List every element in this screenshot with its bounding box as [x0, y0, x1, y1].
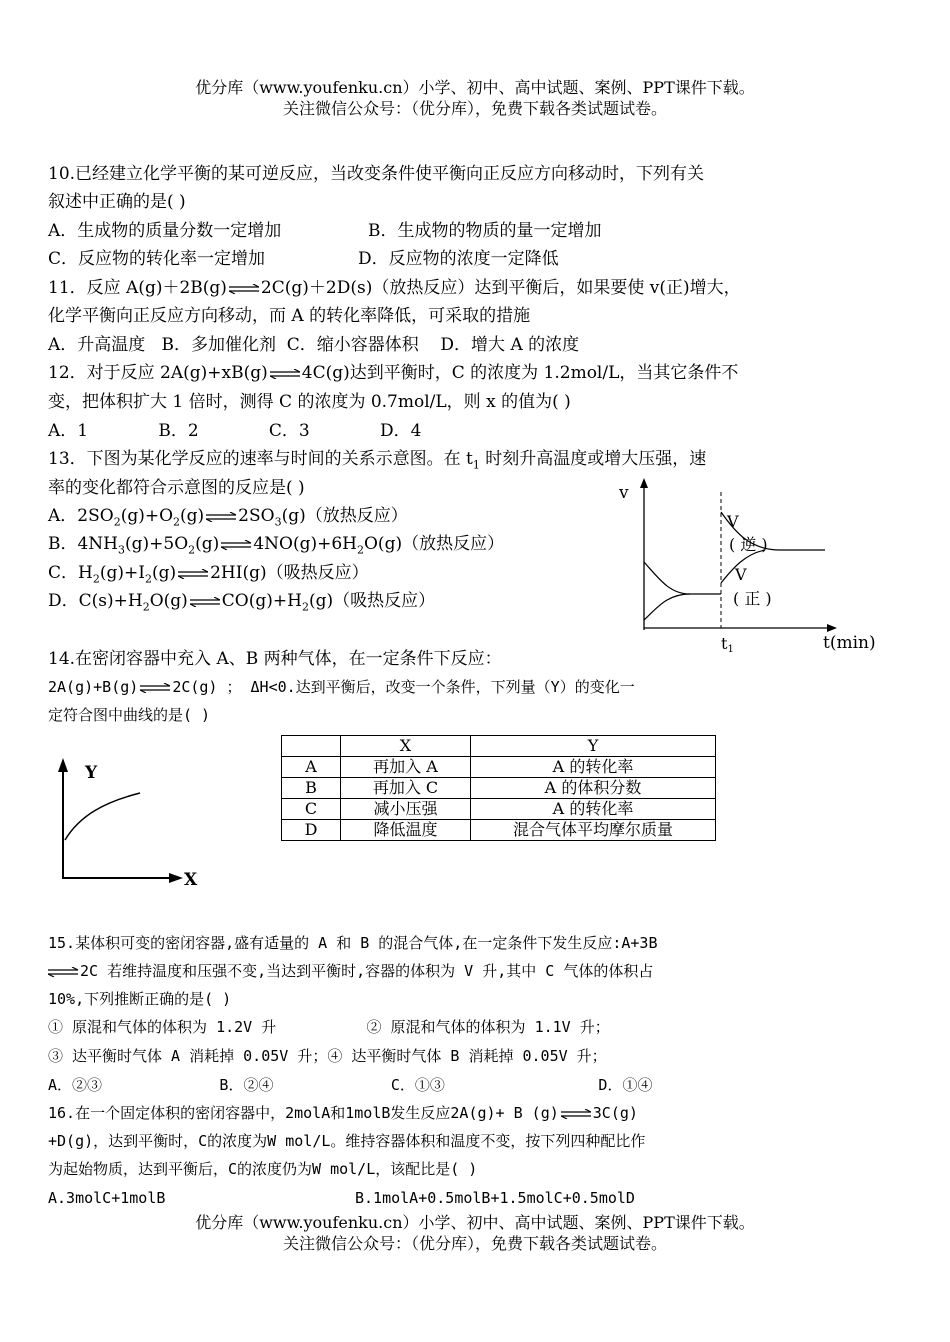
q16-stem-1a: 16.在一个固定体积的密闭容器中，2molA和1molB发生反应2A(g)+ B (g) [48, 1104, 559, 1122]
table-cell: A 的转化率 [471, 799, 716, 820]
q16-stem-1b: 3C(g) [592, 1104, 638, 1122]
q13-stem-1-text: 13．下图为某化学反应的速率与时间的关系示意图。在 t [48, 449, 473, 469]
forward-rate-curve-before [644, 594, 690, 620]
forward-label: ( 正 ) [733, 589, 772, 608]
q14-eq-left: 2A(g)+B(g) [48, 678, 139, 696]
q15-statements-3-4: ③ 达平衡时气体 A 消耗掉 0.05V 升；④ 达平衡时气体 B 消耗掉 0.05V 升； [48, 1047, 607, 1065]
q13-option-a: A．$2SO_2(g)+O_2(g)$ $2SO_3(g)$（放热反应） [48, 506, 408, 529]
q14-options-table [281, 735, 716, 841]
footer-line-2: 关注微信公众号：（优分库），免费下载各类试题试卷。 [282, 1234, 667, 1253]
q16-stem-2: +D(g)，达到平衡时，C的浓度为W mol/L。维持容器体积和温度不变，按下列四种配比作 [48, 1132, 646, 1150]
equilibrium-arrow-icon [140, 683, 170, 693]
q11-stem-2: 化学平衡向正反应方向移动，而 A 的转化率降低，可采取的措施 [48, 306, 531, 326]
table-row [282, 778, 716, 799]
y-x-curve [65, 793, 140, 840]
table-cell: 减小压强 [341, 799, 471, 820]
table-cell: 再加入 A [341, 757, 471, 778]
equilibrium-arrow-icon [561, 1109, 591, 1119]
y-axis-arrow-icon [58, 758, 68, 772]
q16-option-b: B.1molA+0.5molB+1.5molC+0.5molD [355, 1189, 635, 1207]
table-row [282, 757, 716, 778]
table-cell: D [282, 820, 341, 841]
q10-option-d: D．反应物的浓度一定降低 [358, 249, 559, 269]
table-header-row [282, 736, 716, 757]
equilibrium-arrow-icon [48, 967, 78, 977]
q12-stem-1 [48, 362, 738, 384]
table-header-cell [282, 736, 341, 757]
q10-stem-1: 10.已经建立化学平衡的某可逆反应，当改变条件使平衡向正反应方向移动时，下列有关 [48, 164, 705, 184]
q13-rate-time-graph [605, 470, 895, 660]
q11-stem-1a: 11．反应 A(g)＋2B(g) [48, 278, 227, 298]
equilibrium-arrow-icon [206, 512, 236, 522]
table-cell: B [282, 778, 341, 799]
y-axis-label: Y [85, 763, 98, 783]
table-row [282, 820, 716, 841]
y-axis-label: v [619, 483, 629, 503]
q15-stem-2 [48, 960, 653, 982]
q14-stem-3: 定符合图中曲线的是( ) [48, 706, 211, 724]
q12-options: A．1 B．2 C．3 D．4 [48, 421, 422, 441]
table-row [282, 799, 716, 820]
equilibrium-arrow-icon [178, 569, 208, 579]
q10-option-b: B．生成物的物质的量一定增加 [368, 221, 602, 241]
q13-option-c: C．$H_2(g)+I_2(g)$ 2HI(g)（吸热反应） [48, 563, 369, 586]
equilibrium-arrow-icon [270, 369, 300, 379]
q11-options: A．升高温度 B．多加催化剂 C．缩小容器体积 D．增大 A 的浓度 [48, 335, 580, 355]
table-cell: A [282, 757, 341, 778]
t1-label: t1 [721, 634, 734, 655]
reverse-label: ( 逆 ) [729, 535, 768, 554]
table-cell: 再加入 C [341, 778, 471, 799]
x-axis-arrow-icon [169, 873, 183, 883]
q16-stem-3: 为起始物质，达到平衡后，C的浓度仍为W mol/L，该配比是( ) [48, 1160, 478, 1178]
q10-stem-2: 叙述中正确的是( ) [48, 192, 186, 212]
q11-stem-1 [48, 277, 741, 299]
x-axis-label: X [184, 870, 198, 890]
q13-option-b: B．$4NH_3(g)+5O_2(g)$ $4NO(g)+6H_2O(g)$（放热反应） [48, 534, 505, 557]
q13-option-d: D．$C(s)+H_2O(g)$ $CO(g)+H_2(g)$（吸热反应） [48, 591, 436, 614]
q10-option-a: A．生成物的质量分数一定增加 [48, 221, 282, 241]
q15-statements-1-2: ① 原混和气体的体积为 1.2V 升 ② 原混和气体的体积为 1.1V 升； [48, 1018, 610, 1036]
q13-stem-2: 率的变化都符合示意图的反应是( ) [48, 478, 305, 498]
q16-stem-1 [48, 1102, 638, 1124]
q15-stem-3: 10%,下列推断正确的是( ) [48, 990, 232, 1008]
q14-stem-2 [48, 676, 635, 698]
table-header-cell: X [341, 736, 471, 757]
table-cell: A 的转化率 [471, 757, 716, 778]
q12-stem-1a: 12．对于反应 2A(g)+xB(g) [48, 363, 268, 383]
q14-yx-graph [45, 750, 215, 895]
table-header-cell: Y [471, 736, 716, 757]
q12-stem-1b: 4C(g)达到平衡时，C 的浓度为 1.2mol/L，当其它条件不 [301, 363, 739, 383]
equilibrium-arrow-icon [190, 597, 220, 607]
table-cell: A 的体积分数 [471, 778, 716, 799]
header-line-2: 关注微信公众号：（优分库），免费下载各类试题试卷。 [282, 99, 667, 118]
v-reverse-label: V [727, 512, 739, 531]
q11-stem-1b: 2C(g)＋2D(s)（放热反应）达到平衡后，如果要使 v(正)增大， [260, 278, 741, 298]
table-cell: C [282, 799, 341, 820]
q10-option-c: C．反应物的转化率一定增加 [48, 249, 266, 269]
table-cell: 混合气体平均摩尔质量 [471, 820, 716, 841]
v-forward-label: V [735, 565, 747, 584]
x-axis-arrow-icon [827, 624, 837, 632]
footer-line-1: 优分库（www.youfenku.cn）小学、初中、高中试题、案例、PPT课件下载。 [195, 1213, 755, 1232]
q13-t1-subscript: 1 [472, 458, 480, 472]
header-line-1: 优分库（www.youfenku.cn）小学、初中、高中试题、案例、PPT课件下载。 [195, 78, 755, 97]
reverse-rate-curve-before [644, 562, 721, 594]
q16-option-a: A.3molC+1molB [48, 1189, 166, 1207]
equilibrium-arrow-icon [229, 284, 259, 294]
q14-eq-right: 2C(g) ； ΔH<0.达到平衡后，改变一个条件，下列量（Y）的变化一 [172, 678, 635, 696]
q15-stem-2-text: 2C 若维持温度和压强不变,当达到平衡时,容器的体积为 V 升,其中 C 气体的体积占 [80, 962, 654, 980]
x-axis-label: t(min) [823, 633, 876, 653]
table-cell: 降低温度 [341, 820, 471, 841]
q12-stem-2: 变，把体积扩大 1 倍时，测得 C 的浓度为 0.7mol/L，则 x 的值为( ) [48, 392, 571, 412]
q15-stem-1: 15.某体积可变的密闭容器,盛有适量的 A 和 B 的混合气体,在一定条件下发生反应:A+3B [48, 934, 658, 952]
q13-stem-1-end: 时刻升高温度或增大压强，速 [479, 449, 707, 469]
equilibrium-arrow-icon [221, 540, 251, 550]
q14-stem-1: 14.在密闭容器中充入 A、B 两种气体，在一定条件下反应： [48, 649, 502, 669]
y-axis-arrow-icon [640, 478, 648, 488]
q15-options: A．②③ B．②④ C．①③ D．①④ [48, 1076, 653, 1094]
